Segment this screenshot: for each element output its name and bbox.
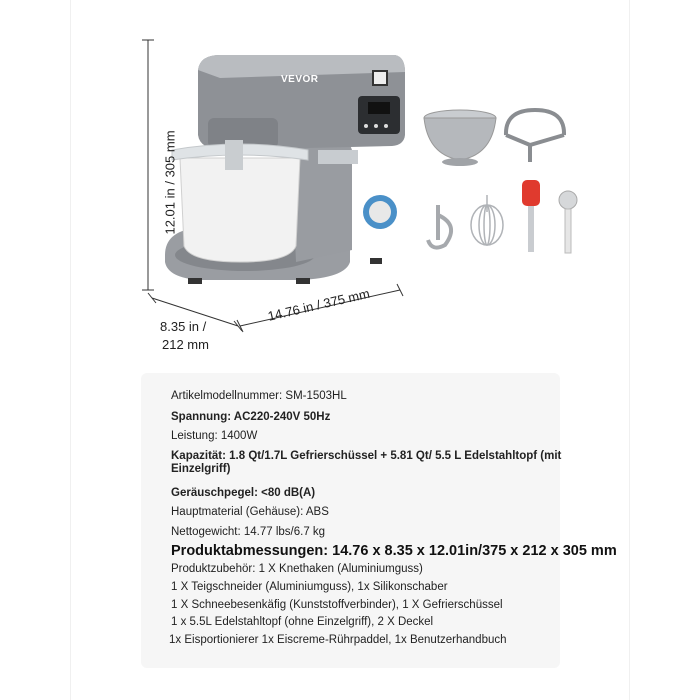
width-dimension-label: 14.76 in / 375 mm — [266, 285, 372, 324]
spec-accessories-line5: 1x Eisportionierer 1x Eiscreme-Rührpaddel, 1x Benutzerhandbuch — [169, 634, 507, 646]
ice-cream-scoop-accessory — [559, 191, 577, 253]
spec-accessories-line3: 1 X Schneebesenkäfig (Kunststoffverbinder), 1 X Gefrierschüssel — [171, 599, 503, 611]
depth-dimension-label-line1: 8.35 in / — [160, 319, 207, 334]
whisk-accessory — [471, 195, 503, 245]
spec-net-weight: Nettogewicht: 14.77 lbs/6.7 kg — [171, 526, 326, 538]
brand-logo: VEVOR — [281, 74, 319, 85]
stand-mixer — [162, 55, 405, 284]
spec-noise-level: Geräuschpegel: <80 dB(A) — [171, 487, 316, 499]
spec-model-number: Artikelmodellnummer: SM-1503HL — [171, 390, 347, 402]
height-dimension-label: 12.01 in / 305 mm — [162, 130, 178, 235]
spec-power: Leistung: 1400W — [171, 430, 258, 442]
height-dimension-line — [142, 40, 154, 290]
spec-capacity-line2: Einzelgriff) — [171, 463, 231, 475]
spec-accessories-line2: 1 X Teigschneider (Aluminiumguss), 1x Silikonschaber — [171, 581, 448, 593]
ice-cream-paddle-accessory — [506, 110, 564, 162]
spec-voltage: Spannung: AC220-240V 50Hz — [171, 411, 331, 423]
spec-accessories-line4: 1 x 5.5L Edelstahltopf (ohne Einzelgriff), 2 X Deckel — [171, 616, 434, 628]
spec-product-dimensions: Produktabmessungen: 14.76 x 8.35 x 12.01in/375 x 212 x 305 mm — [171, 543, 617, 559]
spec-main-material: Hauptmaterial (Gehäuse): ABS — [171, 506, 329, 518]
dough-hook-accessory — [428, 205, 451, 248]
spec-capacity-line1: Kapazität: 1.8 Qt/1.7L Gefrierschüssel + 5.81 Qt/ 5.5 L Edelstahltopf (mit — [171, 450, 562, 462]
silicone-spatula-accessory — [522, 180, 540, 252]
spec-accessories-line1: Produktzubehör: 1 X Knethaken (Aluminiumguss) — [171, 563, 423, 575]
depth-dimension-label-line2: 212 mm — [162, 337, 209, 352]
stainless-bowl-accessory — [424, 110, 496, 166]
